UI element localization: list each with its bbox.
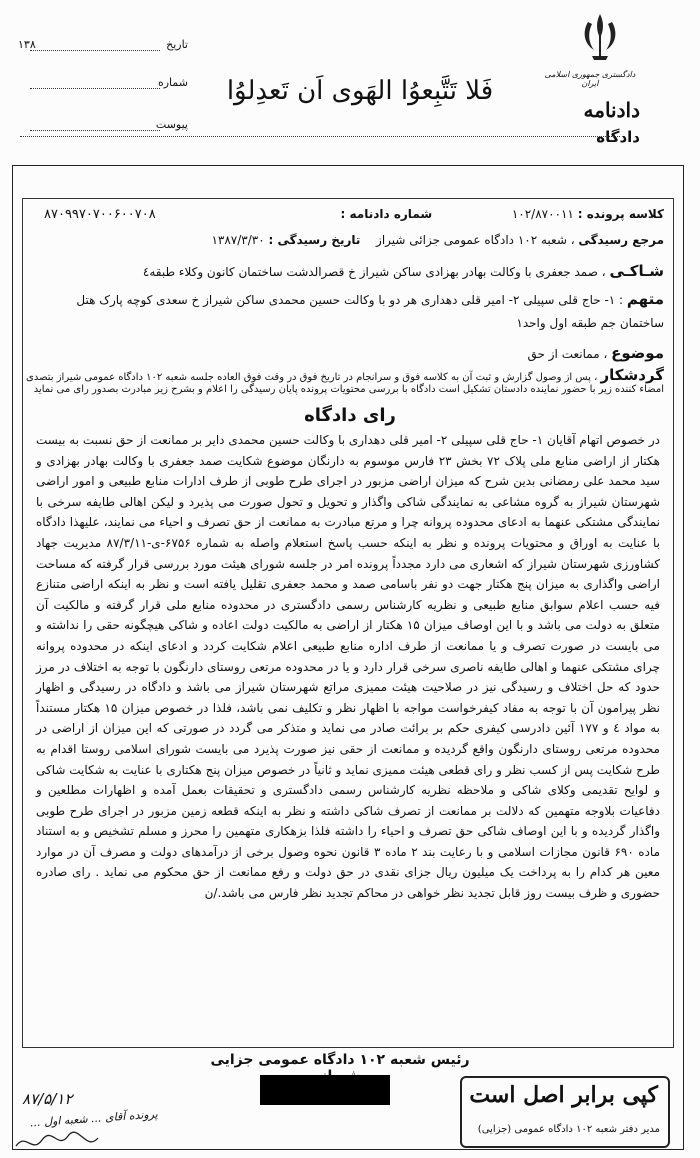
court-line xyxy=(20,136,620,137)
iran-emblem-icon xyxy=(570,8,630,68)
plaintiff-value: ، صمد جعفری با وکالت بهادر بهزادی ساکن شیراز خ قصرالدشت ساختمان کانون وکلاء طبقه٤ xyxy=(142,265,606,279)
handwritten-signature xyxy=(12,1126,102,1156)
file-class-label: کلاسه پرونده : xyxy=(577,207,664,221)
motto: فَلا تَتَّبِعوُا الهَوی اَن تَعدِلوُا xyxy=(226,76,494,106)
judge-signature-title: رئیس شعبه ۱۰۲ دادگاه عمومی جزایی xyxy=(210,1052,470,1068)
subject-label: موضوع xyxy=(611,344,664,362)
plaintiff-row xyxy=(44,262,664,280)
document-title: دادنامه xyxy=(583,98,640,122)
reference-label: مرجع رسیدگی xyxy=(578,233,664,247)
procedure-value: ، پس از وصول گزارش و ثبت آن به کلاسه فوق و سرانجام در تاریخ فوق در وقت فوق العاده جلسه شعبه ۱۰۲ دادگاه عمومی شیراز بتصدی xyxy=(26,372,598,383)
hearing-date-label: تاریخ رسیدگی : xyxy=(268,233,361,247)
verdict-paragraph: در خصوص اتهام آقایان ۱- حاج قلی سپیلی ۲- امیر قلی دهداری با وکالت حسین محمدی دایر بر ممانعت از حق نسبت به بیست هکتار از اراضی منابع ملی پلاک ۷۲ بخش ۲۳ فارس موسوم به دارنگان موضوع شکایت صمد جعفری با وکالت بهادر بهزادی و سید محمد علی رمضانی بدین شرح که میزان اراضی مزبور در اجرای طرح طوبی از طرف ادارات منابع طبیعی و امور اراضی شهرستان شیراز به گروه مشاعی به نمایندگی شاکی واگذار و تحویل و تحول صورت می پذیرد و لیکن اهالی طایفه سرخی با نمایندگی مشتکی عنهما به ادعای محدوده پروانه چرا و مرتع مبادرت به ممانعت از حق تصرف و احیاء می نمایند، علیهذا دادگاه با عنایت به اوراق و محتویات پرونده و نظر به اینکه حسب پاسخ استعلام واصله به شماره ۶۷۵۶-ی-۸۷/۳/۱۱ مدیریت جهاد کشاورزی شهرستان شیراز که اشعاری می دارد مجدداً پرونده امر در جلسه شورای هیئت مورد بررسی قرار گرفته که مساحت اراضی واگذاری به میزان پنج هکتار جهت دو نفر باسامی صمد و محمد جعفری تقلیل یافته است و نظر به اینکه اراضی متنازع فیه حسب اعلام سوابق منابع طبیعی و نظریه کارشناس رسمی دادگستری در محدوده منابع ملی قرار گرفته و مالکیت آن متعلق به دولت می باشد و با این اوصاف میزان ۱۵ هکتار از اراضی به مالکیت دولت اعاده و شاکی هیچگونه حقی را نداشته و می بایست در صورت تصرف و یا ممانعت از طرف اداره منابع طبیعی اعلام شکایت کردد و ادعای اینکه در محدوده پروانه چرای مشتکی عنهما و اهالی طایفه ناصری سرخی قرار دارد و یا در محدوده مرتعی روستای دارنگون با توجه به اختلاف در مرز حدود که حل اختلاف و رسیدگی نیز در صلاحیت هیئت ممیزی مراتع شهرستان شیراز می باشد و دادگاه در رسیدگی و اظهار نظر پیرامون آن با توجه به مفاد کیفرخواست مواجه با اظهار نظر و تکلیف نمی باشد، فلذا در خصوص میزان ۱۵ هکتار مستنداً به مواد ٤ و ۱۷۷ آئین دادرسی کیفری حکم بر برائت صادر می نماید و متذکر می گردد در صورتی که این میزان از اراضی در محدوده مرتعی روستای دارنگون واقع گردیده و ممانعت از حقی نیز صورت پذیرد می بایست شورای اسلامی روستا اقدام به طرح شکایت پس از کسب نظر و رای قطعی هیئت ممیزی نماید و ثانیاً در خصوص میزان پنج هکتاری با عنایت به شکایت شاکی و لوایح تقدیمی وکلای شاکی و ملاحظه نظریه کارشناس رسمی دادگستری و تحقیقات بعمل آمده و اظهارات مطلعین و دفاعیات بلاوجه متهمین که دلالت بر ممانعت از تصرف شاکی داشته و نظر به اینکه قطعه زمین مزبور در اجرای طرح طوبی واگذار گردیده و با این اوصاف شاکی حق تصرف و احیاء را داشته فلذا بزهکاری متهمین را محرز و مسلم تشخیص و به استناد ماده ۶۹۰ قانون مجازات اسلامی و با رعایت بند ۲ ماده ۳ قانون نحوه وصول برخی از درآمدهای دولت و مصرف آن در موارد معین هر کدام را به پرداخت یک میلیون ریال جزای نقدی در حق دولت و رفع ممانعت از حق محکوم می نماید . رای صادره حضوری و ظرف بیست روز قابل تجدید نظر خواهی در محاکم تجدید نظر فارس می باشد./ن xyxy=(36,433,661,901)
reference-row xyxy=(44,233,664,247)
attachment-label: پیوست xyxy=(155,118,188,131)
stamp-footer-text: مدیر دفتر شعبه ۱۰۲ دادگاه عمومی (جزایی) xyxy=(477,1124,660,1135)
dadnameh-number-value: ۸۷۰۹۹۷۰۷۰۰۶۰۰۷۰۸ xyxy=(44,207,156,222)
verdict-body xyxy=(36,430,660,904)
plaintiff-label: شـاكـی xyxy=(609,262,664,280)
subject-row xyxy=(44,344,664,362)
procedure-continuation: امضاء کننده زیر با حضور نماینده دادستان تشکیل است دادگاه با بررسی محتویات پرونده پایان رسیدگی را اعلام و بشرح زیر مبادرت بصدور رای می نماید xyxy=(33,384,664,395)
handwritten-date: ۸۷/۵/۱۲ xyxy=(22,1090,73,1108)
case-number-row xyxy=(44,207,664,221)
dadnameh-number-label: شماره دادنامه : xyxy=(340,207,433,221)
redaction-bar xyxy=(260,1075,390,1105)
reference-value: ، شعبه ۱۰۲ دادگاه عمومی جزائی شیراز xyxy=(376,233,575,247)
accused-label: متهم xyxy=(626,290,664,308)
file-class-value: ۱۰۲/۸۷۰۰۱۱ xyxy=(511,207,574,221)
subject-value: ، ممانعت از حق xyxy=(527,347,608,361)
procedure-row xyxy=(26,366,664,384)
stamp-main-text: کپی برابر اصل است xyxy=(469,1082,658,1108)
number-label: شماره xyxy=(157,76,188,89)
certified-copy-stamp xyxy=(460,1076,670,1148)
verdict-title: رای دادگاه xyxy=(304,405,396,426)
court-label: دادگاه xyxy=(596,128,640,146)
accused-value: : ۱- حاج قلی سپیلی ۲- امیر قلی دهداری هر دو با وکالت حسین محمدی ساکن شیراز خ سعدی کوچه پارک هتل xyxy=(76,293,624,307)
procedure-label: گردشكار xyxy=(600,366,664,384)
accused-row xyxy=(44,290,664,308)
hearing-date-value: ۱۳۸۷/۳/۳۰ xyxy=(211,233,265,247)
date-label: تاریخ xyxy=(166,38,188,51)
accused-continuation: ساختمان جم طبقه اول واحد۱ xyxy=(516,316,664,330)
handwritten-note: پرونده آقای ... شعبه اول ... xyxy=(29,1107,159,1130)
republic-label: دادگستری جمهوری اسلامی ایران xyxy=(544,70,636,88)
date-value: ۱۳۸ xyxy=(18,38,36,51)
